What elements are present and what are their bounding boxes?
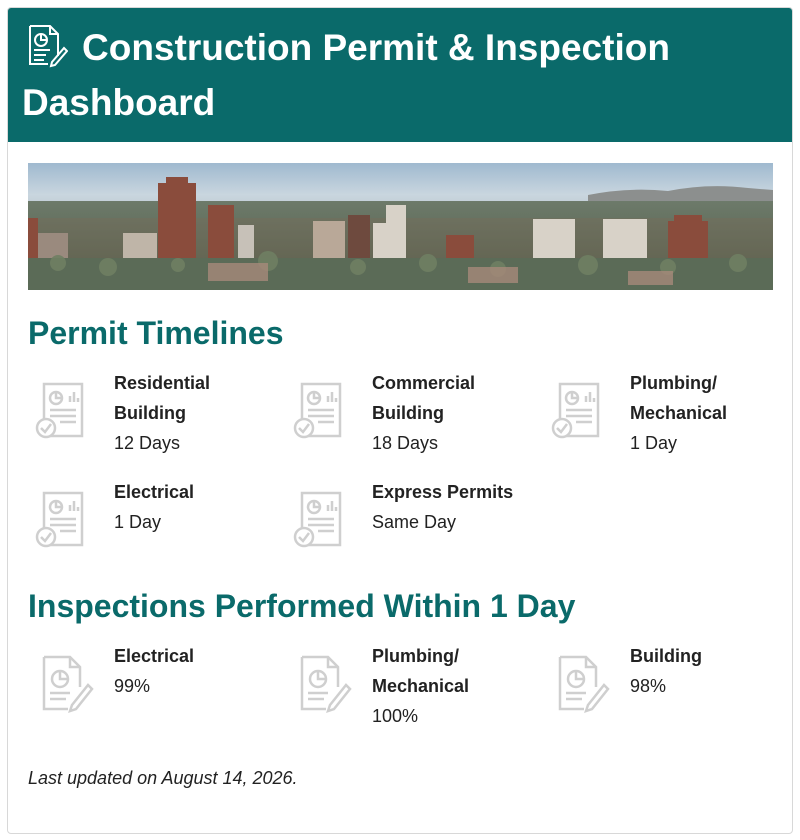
- permit-value: 1 Day: [630, 433, 678, 453]
- report-edit-icon: [22, 22, 68, 68]
- report-edit-icon: [32, 651, 96, 715]
- permit-label: Express Permits: [372, 482, 514, 502]
- inspection-value: 99%: [114, 676, 151, 696]
- document-check-icon: [32, 487, 96, 551]
- city-skyline-image: [28, 163, 773, 290]
- inspection-label: Building: [630, 646, 702, 666]
- page-title-text: Construction Permit & Inspection Dashboard: [22, 27, 670, 123]
- inspection-value: 98%: [630, 676, 667, 696]
- permit-label: Electrical: [114, 482, 195, 502]
- inspection-value: 100%: [372, 706, 419, 726]
- permit-value: 1 Day: [114, 512, 162, 532]
- inspection-label: Electrical: [114, 646, 195, 666]
- inspection-label: Plumbing/ Mechanical: [372, 646, 470, 696]
- page-title: [22, 20, 778, 130]
- permit-label: Commercial Building: [372, 373, 476, 423]
- permit-label: Plumbing/ Mechanical: [630, 373, 728, 423]
- dashboard-card: [7, 7, 793, 834]
- permit-value: Same Day: [372, 512, 457, 532]
- report-edit-icon: [290, 651, 354, 715]
- report-edit-icon: [548, 651, 612, 715]
- document-check-icon: [290, 378, 354, 442]
- permit-timelines-heading: Permit Timelines: [28, 315, 284, 351]
- document-check-icon: [32, 378, 96, 442]
- dashboard-header: [8, 8, 792, 142]
- permit-label: Residential Building: [114, 373, 211, 423]
- permit-value: 18 Days: [372, 433, 439, 453]
- permit-value: 12 Days: [114, 433, 181, 453]
- inspections-heading: Inspections Performed Within 1 Day: [28, 588, 576, 624]
- document-check-icon: [290, 487, 354, 551]
- document-check-icon: [548, 378, 612, 442]
- last-updated-text: Last updated on August 14, 2026.: [28, 768, 298, 788]
